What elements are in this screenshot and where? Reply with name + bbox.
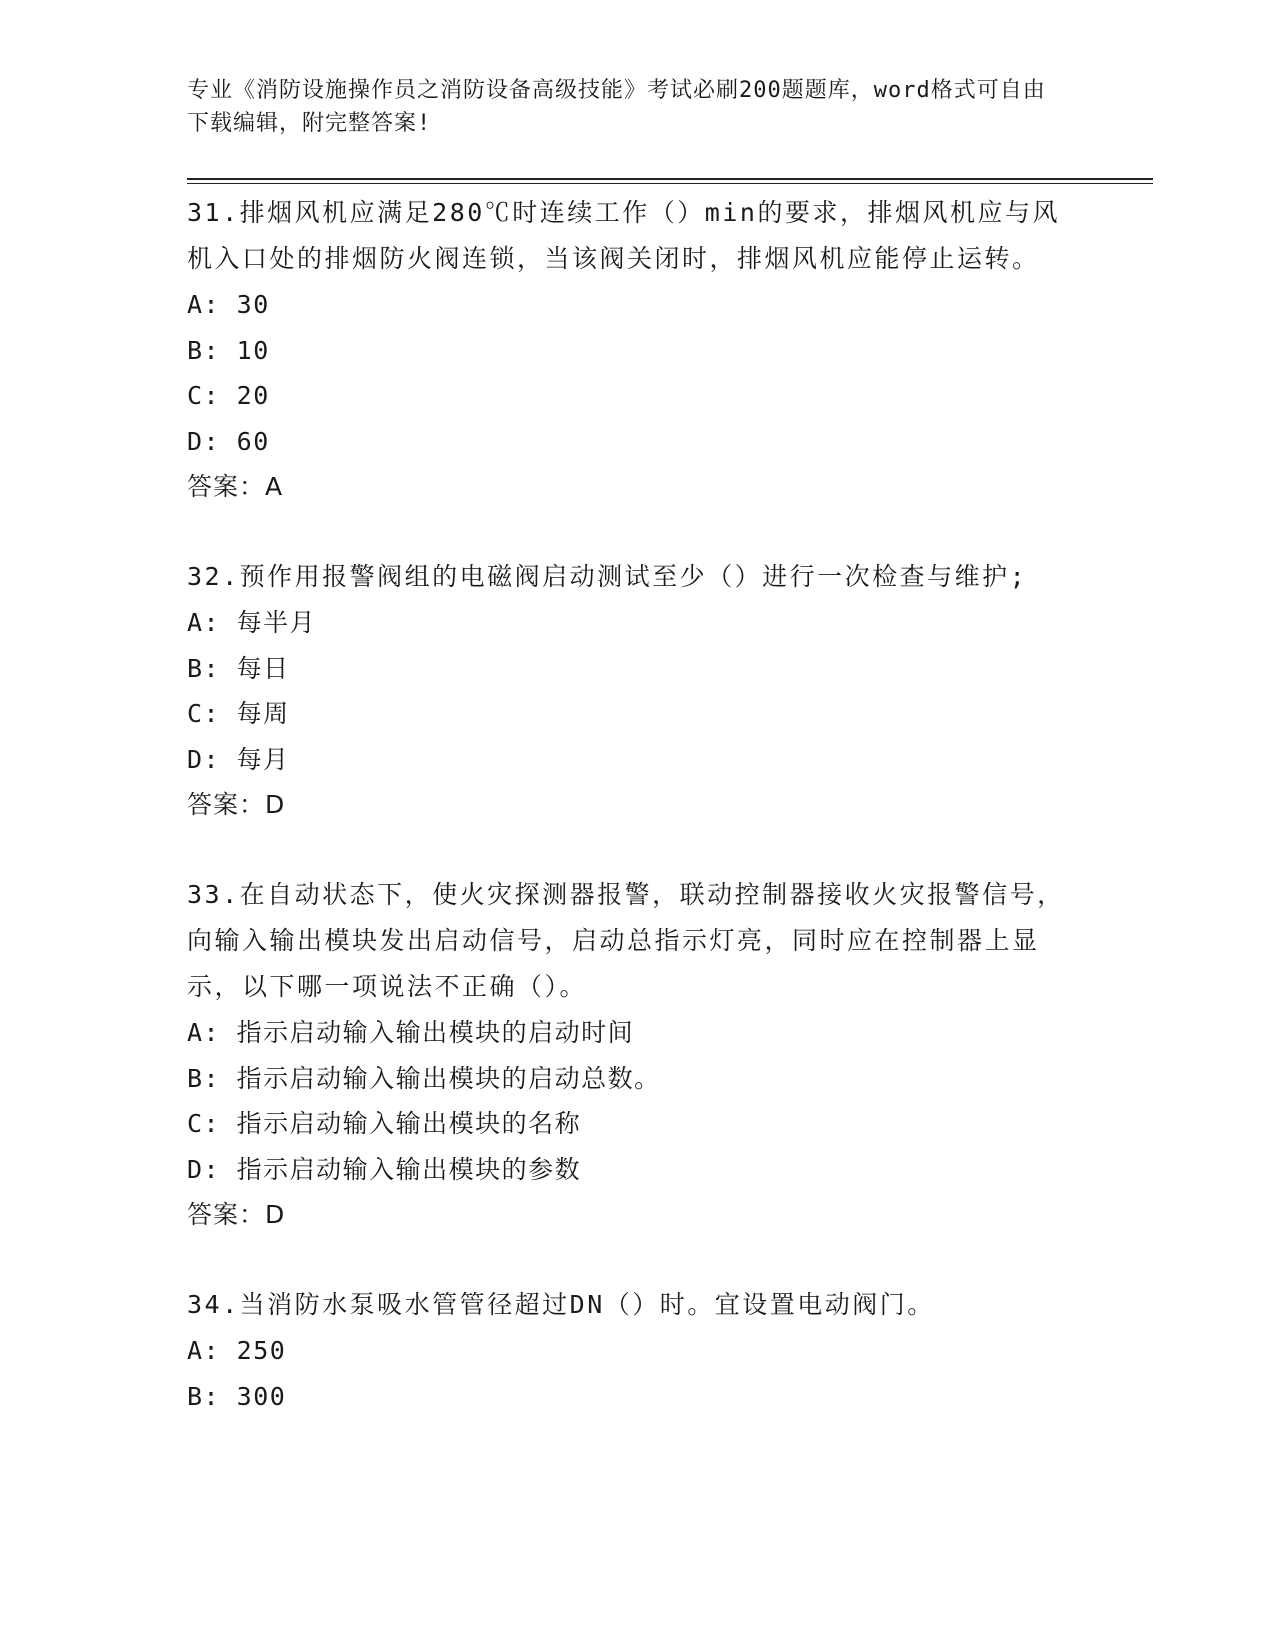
question-32: [187, 554, 1077, 828]
option-a: A: 30: [187, 290, 270, 319]
question-34: [187, 1282, 1077, 1419]
option-b: B: 300: [187, 1381, 287, 1411]
option-d: D: 指示启动输入输出模块的参数: [187, 1154, 582, 1184]
answer: 答案：D: [187, 790, 286, 819]
option-a: A: 250: [187, 1336, 287, 1365]
question-31: [187, 190, 1077, 510]
option-a: A: 每半月: [187, 608, 317, 637]
question-text: 31.排烟风机应满足280℃时连续工作（）min的要求，排烟风机应与风机入口处的排烟防火阀连锁，当该阀关闭时，排烟风机应能停止运转。: [187, 198, 1060, 273]
answer: 答案：A: [187, 472, 284, 501]
question-text: 32.预作用报警阀组的电磁阀启动测试至少（）进行一次检查与维护;: [187, 562, 1028, 591]
option-b: B: 指示启动输入输出模块的启动总数。: [187, 1063, 661, 1093]
option-b: B: 每日: [187, 653, 290, 683]
option-b: B: 10: [187, 335, 270, 365]
option-a: A: 指示启动输入输出模块的启动时间: [187, 1018, 635, 1047]
question-list: [187, 190, 1077, 1463]
option-c: C: 指示启动输入输出模块的名称: [187, 1109, 582, 1138]
answer: 答案：D: [187, 1200, 286, 1229]
question-text: 33.在自动状态下，使火灾探测器报警，联动控制器接收火灾报警信号，向输入输出模块发出启动信号，启动总指示灯亮，同时应在控制器上显示，以下哪一项说法不正确（）。: [187, 880, 1065, 1001]
header-rule-thick: [187, 178, 1153, 180]
option-d: D: 每月: [187, 744, 290, 774]
question-33: [187, 872, 1077, 1238]
question-text: 34.当消防水泵吸水管管径超过DN（）时。宜设置电动阀门。: [187, 1290, 935, 1319]
header-rule-thin: [187, 183, 1153, 184]
option-c: C: 每周: [187, 699, 290, 728]
option-d: D: 60: [187, 426, 270, 456]
document-header: 专业《消防设施操作员之消防设备高级技能》考试必刷200题题库，word格式可自由下载编辑，附完整答案!: [187, 78, 1046, 136]
option-c: C: 20: [187, 381, 270, 410]
